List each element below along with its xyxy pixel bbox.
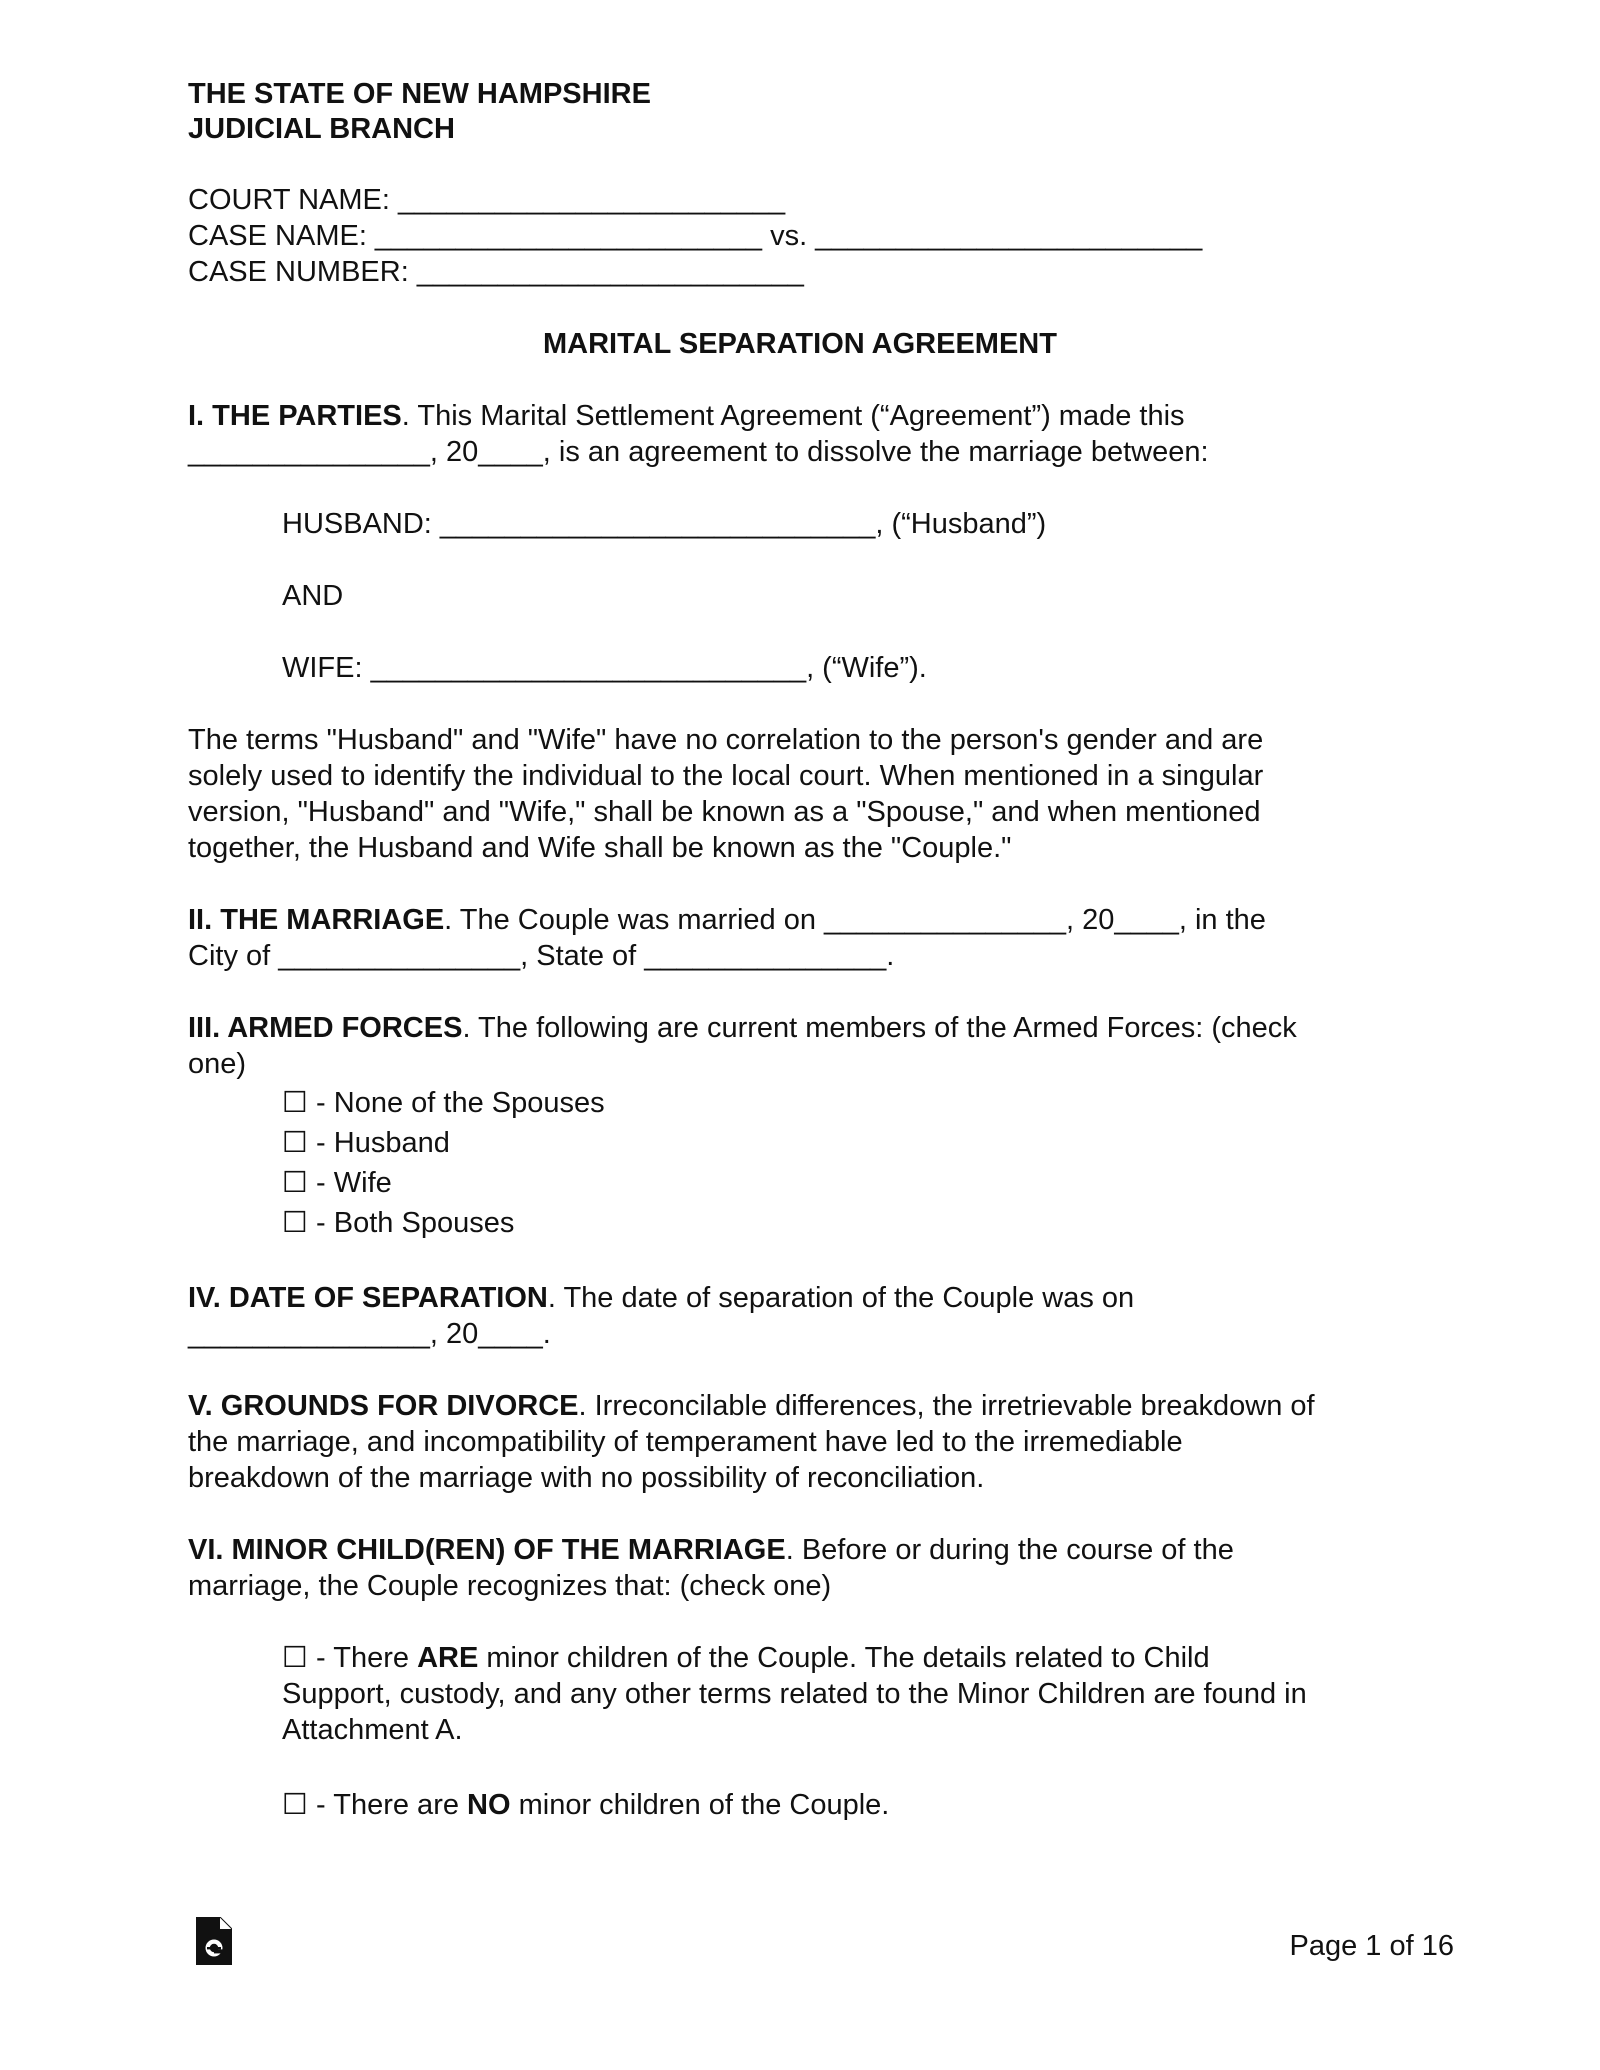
case-number-field: CASE NUMBER: ________________________ — [188, 256, 804, 288]
state-heading: THE STATE OF NEW HAMPSHIRE — [188, 78, 651, 110]
terms-line-4: together, the Husband and Wife shall be known as the "Couple." — [188, 832, 1012, 864]
option-are-emphasis: ARE — [417, 1642, 479, 1674]
terms-line-2: solely used to identify the individual to the local court. When mentioned in a singular — [188, 760, 1264, 792]
wife-field: WIFE: ___________________________, (“Wife”). — [282, 652, 927, 684]
marriage-text: . The Couple was married on _______________, 20____, in the — [444, 904, 1266, 936]
grounds-text: . Irreconcilable differences, the irretrievable breakdown of — [578, 1390, 1315, 1422]
option-are-suffix: minor children of the Couple. The details related to Child — [478, 1642, 1210, 1674]
children-paragraph-line-2: marriage, the Couple recognizes that: (check one) — [188, 1570, 832, 1602]
children-option-are[interactable] — [282, 1640, 1210, 1676]
separation-paragraph-line-1 — [188, 1280, 1134, 1316]
branch-heading: JUDICIAL BRANCH — [188, 113, 455, 145]
armed-forces-option-wife[interactable]: ☐ - Wife — [282, 1167, 392, 1199]
eforms-document-icon — [196, 1917, 232, 1965]
grounds-paragraph-line-2: the marriage, and incompatibility of temperament have led to the irremediable — [188, 1426, 1183, 1458]
armed-forces-text: . The following are current members of the Armed Forces: (check — [462, 1012, 1297, 1044]
separation-paragraph-line-2: _______________, 20____. — [188, 1318, 551, 1350]
armed-forces-option-husband[interactable]: ☐ - Husband — [282, 1127, 450, 1159]
children-option-are-line-3: Attachment A. — [282, 1714, 463, 1746]
armed-forces-option-both[interactable]: ☐ - Both Spouses — [282, 1207, 515, 1239]
option-are-prefix: ☐ - There — [282, 1642, 418, 1674]
husband-field: HUSBAND: ___________________________, (“Husband”) — [282, 508, 1047, 540]
parties-text: . This Marital Settlement Agreement (“Agreement”) made this — [401, 400, 1185, 432]
separation-text: . The date of separation of the Couple was on — [547, 1282, 1135, 1314]
grounds-paragraph-line-3: breakdown of the marriage with no possibility of reconciliation. — [188, 1462, 985, 1494]
and-text: AND — [282, 580, 344, 612]
children-option-are-line-2: Support, custody, and any other terms related to the Minor Children are found in — [282, 1678, 1307, 1710]
parties-paragraph-line-2: _______________, 20____, is an agreement to dissolve the marriage between: — [188, 436, 1209, 468]
option-no-suffix: minor children of the Couple. — [510, 1789, 890, 1821]
armed-forces-paragraph-line-2: one) — [188, 1048, 247, 1080]
option-no-prefix: ☐ - There are — [282, 1789, 468, 1821]
children-option-no[interactable] — [282, 1787, 889, 1823]
children-text: . Before or during the course of the — [785, 1534, 1234, 1566]
armed-forces-heading: III. ARMED FORCES — [188, 1012, 463, 1044]
case-name-field: CASE NAME: ________________________ vs. ________________________ — [188, 220, 1203, 252]
grounds-paragraph-line-1 — [188, 1388, 1315, 1424]
armed-forces-option-none[interactable]: ☐ - None of the Spouses — [282, 1087, 605, 1119]
marriage-heading: II. THE MARRIAGE — [188, 904, 445, 936]
grounds-heading: V. GROUNDS FOR DIVORCE — [188, 1390, 579, 1422]
court-name-field: COURT NAME: ________________________ — [188, 184, 786, 216]
parties-paragraph-line-1 — [188, 398, 1185, 434]
marriage-paragraph-line-1 — [188, 902, 1266, 938]
children-heading: VI. MINOR CHILD(REN) OF THE MARRIAGE — [188, 1534, 786, 1566]
document-title: MARITAL SEPARATION AGREEMENT — [543, 328, 1057, 360]
terms-line-1: The terms "Husband" and "Wife" have no correlation to the person's gender and are — [188, 724, 1264, 756]
armed-forces-paragraph-line-1 — [188, 1010, 1297, 1046]
parties-heading: I. THE PARTIES — [188, 400, 402, 432]
terms-line-3: version, "Husband" and "Wife," shall be known as a "Spouse," and when mentioned — [188, 796, 1261, 828]
children-paragraph-line-1 — [188, 1532, 1234, 1568]
option-no-emphasis: NO — [467, 1789, 511, 1821]
separation-heading: IV. DATE OF SEPARATION — [188, 1282, 548, 1314]
page-number: Page 1 of 16 — [1289, 1930, 1454, 1962]
marriage-paragraph-line-2: City of _______________, State of _______________. — [188, 940, 895, 972]
